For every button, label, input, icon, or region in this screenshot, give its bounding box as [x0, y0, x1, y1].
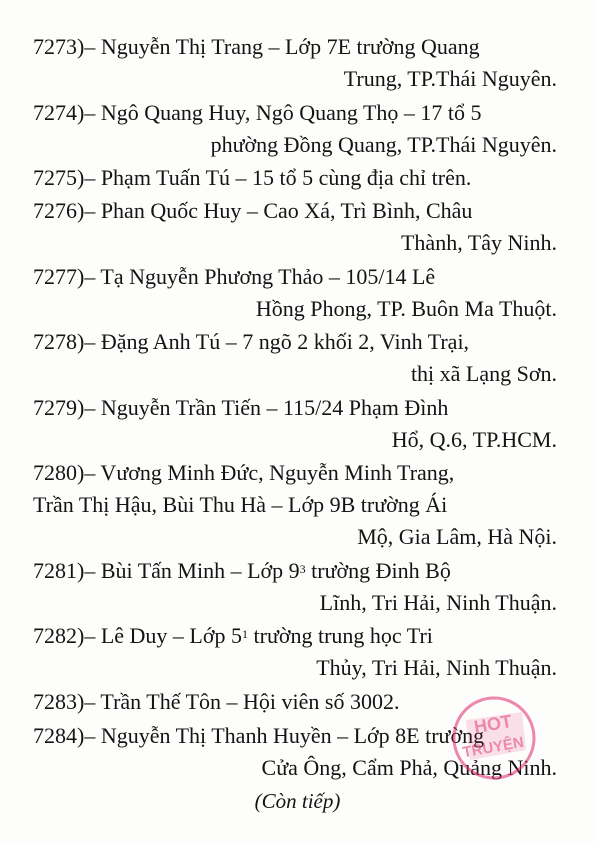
watermark-bottom-text: TRUYỆN	[461, 733, 526, 762]
entry-7281-superscript: 3	[299, 562, 306, 576]
continued-footer: (Còn tiếp)	[254, 789, 341, 813]
entry-7280-line-1: 7280)– Vương Minh Đức, Nguyễn Minh Trang,	[33, 460, 455, 485]
entry-7281-line-1	[33, 557, 451, 585]
entry-7280-line-3: Mộ, Gia Lâm, Hà Nội.	[357, 524, 557, 549]
entry-7279-line-2: Hổ, Q.6, TP.HCM.	[391, 427, 557, 452]
entry-7282-text-a: 7282)– Lê Duy – Lớp 5	[33, 623, 242, 648]
hot-truyen-watermark-logo	[446, 690, 542, 786]
entry-7282-line-1	[33, 622, 433, 650]
entry-7282-text-b: trường trung học Tri	[253, 623, 433, 648]
entry-7284-line-2: Cửa Ông, Cẩm Phả, Quảng Ninh.	[261, 755, 557, 780]
entry-7274-line-2: phường Đồng Quang, TP.Thái Nguyên.	[210, 132, 557, 157]
entry-7273-line-2: Trung, TP.Thái Nguyên.	[343, 66, 557, 91]
watermark-top-text: HOT	[472, 710, 514, 738]
entry-7281-line-2: Lĩnh, Tri Hải, Ninh Thuận.	[319, 590, 557, 615]
entry-7274-line-1: 7274)– Ngô Quang Huy, Ngô Quang Thọ – 17 tổ 5	[33, 100, 482, 125]
entry-7281-text-a: 7281)– Bùi Tấn Minh – Lớp 9	[33, 558, 300, 583]
entry-7281-text-b: trường Đinh Bộ	[311, 558, 451, 583]
entry-7284-line-1: 7284)– Nguyễn Thị Thanh Huyền – Lớp 8E trường	[33, 723, 485, 748]
entry-7277-line-1: 7277)– Tạ Nguyễn Phương Thảo – 105/14 Lê	[33, 264, 436, 289]
entry-7273-line-1: 7273)– Nguyễn Thị Trang – Lớp 7E trường Quang	[33, 34, 480, 59]
entry-7275-line-1: 7275)– Phạm Tuấn Tú – 15 tổ 5 cùng địa chỉ trên.	[33, 165, 472, 190]
entry-7282-superscript: 1	[242, 627, 248, 641]
entry-7280-line-2: Trần Thị Hậu, Bùi Thu Hà – Lớp 9B trường Ái	[33, 492, 448, 517]
entry-7277-line-2: Hồng Phong, TP. Buôn Ma Thuột.	[255, 296, 557, 321]
entry-7283-line-1: 7283)– Trần Thế Tôn – Hội viên số 3002.	[33, 689, 400, 714]
entry-7276-line-2: Thành, Tây Ninh.	[400, 230, 557, 255]
entry-7278-line-2: thị xã Lạng Sơn.	[410, 361, 557, 386]
entry-7279-line-1: 7279)– Nguyễn Trần Tiến – 115/24 Phạm Đình	[33, 395, 449, 420]
entry-7276-line-1: 7276)– Phan Quốc Huy – Cao Xá, Trì Bình, Châu	[33, 198, 473, 223]
entry-7282-line-2: Thủy, Tri Hải, Ninh Thuận.	[316, 655, 557, 680]
entry-7278-line-1: 7278)– Đặng Anh Tú – 7 ngõ 2 khối 2, Vinh Trại,	[33, 329, 470, 354]
